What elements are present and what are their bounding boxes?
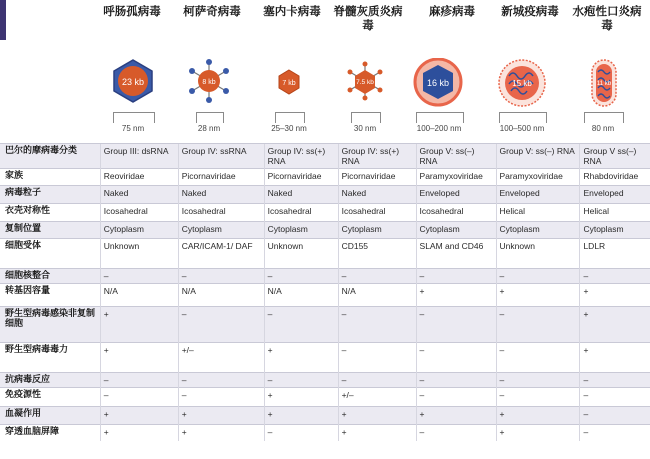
- table-cell: Reoviridae: [100, 169, 178, 186]
- measles-particle-image: [410, 58, 466, 108]
- table-cell: +: [264, 388, 338, 407]
- table-cell: Cytoplasm: [416, 222, 496, 239]
- row-label: 病毒粒子: [0, 186, 100, 204]
- row-label: 野生型病毒感染非复制细胞: [0, 307, 100, 343]
- table-cell: Picornaviridae: [338, 169, 416, 186]
- size-label-reovirus: 75 nm: [121, 124, 145, 133]
- table-cell: –: [178, 307, 264, 343]
- table-cell: Naked: [100, 186, 178, 204]
- table-cell: Naked: [178, 186, 264, 204]
- table-cell: –: [580, 373, 650, 388]
- virus-name-reovirus: 呼肠孤病毒: [103, 4, 161, 18]
- table-row-nuclear-integration: [0, 269, 650, 284]
- table-cell: –: [178, 269, 264, 284]
- table-cell: +: [496, 425, 580, 441]
- table-cell: –: [496, 343, 580, 373]
- scale-bar-senecavirus: [275, 112, 305, 123]
- table-cell: –: [178, 373, 264, 388]
- virus-name-poliovirus: 脊髓灰质炎病毒: [333, 4, 403, 32]
- virus-name-coxsackievirus: 柯萨奇病毒: [183, 4, 241, 18]
- table-cell: N/A: [100, 284, 178, 307]
- table-cell: –: [100, 269, 178, 284]
- row-label: 家族: [0, 169, 100, 186]
- row-label: 野生型病毒毒力: [0, 343, 100, 373]
- table-cell: +: [264, 343, 338, 373]
- table-cell: +/–: [338, 388, 416, 407]
- table-cell: –: [416, 425, 496, 441]
- table-cell: LDLR: [580, 239, 650, 269]
- table-cell: Group IV: ssRNA: [178, 144, 264, 169]
- table-cell: Group V ss(–) RNA: [580, 144, 650, 169]
- table-cell: Unknown: [496, 239, 580, 269]
- table-cell: Enveloped: [416, 186, 496, 204]
- table-row-cell-receptor: [0, 239, 650, 269]
- table-cell: Paramyxoviridae: [496, 169, 580, 186]
- table-cell: Icosahedral: [338, 204, 416, 222]
- scale-bar-measles: [416, 112, 464, 123]
- coxsackievirus-particle-image: [186, 58, 232, 104]
- table-cell: N/A: [264, 284, 338, 307]
- table-cell: Icosahedral: [416, 204, 496, 222]
- table-cell: –: [338, 269, 416, 284]
- row-label: 细胞受体: [0, 239, 100, 269]
- table-cell: +: [178, 425, 264, 441]
- table-cell: Cytoplasm: [580, 222, 650, 239]
- table-row-baltimore-class: [0, 144, 650, 169]
- row-label: 巴尔的摩病毒分类: [0, 144, 100, 169]
- table-cell: –: [496, 388, 580, 407]
- vsv-particle-image: [584, 58, 624, 110]
- table-cell: –: [416, 343, 496, 373]
- virus-name-vsv: 水疱性口炎病毒: [572, 4, 642, 32]
- table-cell: –: [338, 307, 416, 343]
- table-row-capsid-symmetry: [0, 204, 650, 222]
- table-cell: Group III: dsRNA: [100, 144, 178, 169]
- table-cell: –: [580, 407, 650, 425]
- scale-bar-ndv: [499, 112, 547, 123]
- size-label-poliovirus: 30 nm: [353, 124, 377, 133]
- coxsackievirus-genome-label: 8 kb: [202, 79, 216, 86]
- size-label-coxsackievirus: 28 nm: [197, 124, 221, 133]
- table-cell: Helical: [580, 204, 650, 222]
- table-cell: Unknown: [100, 239, 178, 269]
- table-cell: –: [416, 388, 496, 407]
- row-label: 穿透血脑屏障: [0, 425, 100, 441]
- measles-genome-label: 16 kb: [426, 78, 450, 88]
- table-cell: –: [264, 373, 338, 388]
- senecavirus-particle-image: [266, 58, 312, 104]
- table-cell: Cytoplasm: [264, 222, 338, 239]
- scale-bar-reovirus: [113, 112, 155, 123]
- table-cell: +: [100, 307, 178, 343]
- scale-bar-poliovirus: [351, 112, 381, 123]
- table-cell: +: [496, 407, 580, 425]
- table-cell: +: [338, 407, 416, 425]
- table-row-wild-type-infects-nonreplicating: [0, 307, 650, 343]
- row-label: 复制位置: [0, 222, 100, 239]
- table-cell: –: [100, 373, 178, 388]
- table-cell: Enveloped: [580, 186, 650, 204]
- table-cell: Icosahedral: [178, 204, 264, 222]
- row-label: 衣壳对称性: [0, 204, 100, 222]
- senecavirus-genome-label: 7 kb: [282, 80, 296, 87]
- corner-accent: [0, 0, 6, 40]
- table-cell: +: [580, 284, 650, 307]
- table-cell: +/–: [178, 343, 264, 373]
- row-label: 免疫源性: [0, 388, 100, 407]
- table-cell: CAR/ICAM-1/ DAF: [178, 239, 264, 269]
- table-row-virion: [0, 186, 650, 204]
- virus-property-table: [0, 143, 650, 441]
- reovirus-particle-image: [110, 58, 156, 104]
- table-cell: Cytoplasm: [338, 222, 416, 239]
- row-label: 血凝作用: [0, 407, 100, 425]
- table-cell: N/A: [178, 284, 264, 307]
- table-cell: Group IV: ss(+) RNA: [338, 144, 416, 169]
- virus-name-senecavirus: 塞内卡病毒: [263, 4, 321, 18]
- table-row-family: [0, 169, 650, 186]
- table-cell: –: [496, 307, 580, 343]
- table-cell: Naked: [338, 186, 416, 204]
- table-row-hemagglutination: [0, 407, 650, 425]
- table-cell: –: [416, 373, 496, 388]
- row-label: 转基因容量: [0, 284, 100, 307]
- table-cell: Icosahedral: [264, 204, 338, 222]
- table-cell: Helical: [496, 204, 580, 222]
- table-cell: –: [178, 388, 264, 407]
- table-cell: –: [264, 307, 338, 343]
- table-cell: –: [580, 388, 650, 407]
- poliovirus-genome-label: 7.5 kb: [356, 79, 374, 86]
- table-cell: +: [178, 407, 264, 425]
- table-cell: Group IV: ss(+) RNA: [264, 144, 338, 169]
- row-label: 细胞核整合: [0, 269, 100, 284]
- table-cell: –: [264, 425, 338, 441]
- table-cell: +: [496, 284, 580, 307]
- ndv-genome-label: 15 kb: [512, 79, 532, 88]
- table-cell: Icosahedral: [100, 204, 178, 222]
- virus-name-ndv: 新城疫病毒: [501, 4, 559, 18]
- table-row-wild-type-virulence: [0, 343, 650, 373]
- table-cell: –: [496, 373, 580, 388]
- reovirus-genome-label: 23 kb: [121, 77, 145, 87]
- scale-bar-coxsackievirus: [196, 112, 224, 123]
- table-cell: Naked: [264, 186, 338, 204]
- virus-name-measles: 麻疹病毒: [429, 4, 475, 18]
- table-row-antiviral-response: [0, 373, 650, 388]
- table-cell: +: [416, 407, 496, 425]
- table-cell: Cytoplasm: [100, 222, 178, 239]
- table-cell: Group V: ss(–) RNA: [496, 144, 580, 169]
- table-cell: Cytoplasm: [178, 222, 264, 239]
- table-cell: +: [580, 343, 650, 373]
- table-cell: N/A: [338, 284, 416, 307]
- table-cell: Cytoplasm: [496, 222, 580, 239]
- table-cell: +: [264, 407, 338, 425]
- table-cell: +: [100, 425, 178, 441]
- table-cell: +: [416, 284, 496, 307]
- scale-bar-vsv: [584, 112, 624, 123]
- table-row-crosses-bbb: [0, 425, 650, 441]
- size-label-ndv: 100–500 nm: [499, 124, 545, 133]
- table-cell: Group V: ss(–) RNA: [416, 144, 496, 169]
- table-cell: Picornaviridae: [264, 169, 338, 186]
- table-cell: –: [496, 269, 580, 284]
- table-cell: CD155: [338, 239, 416, 269]
- table-cell: –: [580, 269, 650, 284]
- table-cell: –: [338, 373, 416, 388]
- size-label-vsv: 80 nm: [591, 124, 615, 133]
- table-row-replication-site: [0, 222, 650, 239]
- size-label-senecavirus: 25–30 nm: [271, 124, 307, 133]
- table-cell: –: [416, 307, 496, 343]
- table-cell: Picornaviridae: [178, 169, 264, 186]
- size-label-measles: 100–200 nm: [416, 124, 462, 133]
- table-cell: +: [100, 407, 178, 425]
- table-cell: Rhabdoviridae: [580, 169, 650, 186]
- table-cell: Unknown: [264, 239, 338, 269]
- table-cell: +: [580, 307, 650, 343]
- table-row-transgene-capacity: [0, 284, 650, 307]
- table-cell: –: [416, 269, 496, 284]
- table-row-immunogenicity: [0, 388, 650, 407]
- table-cell: –: [580, 425, 650, 441]
- table-cell: –: [264, 269, 338, 284]
- table-cell: Enveloped: [496, 186, 580, 204]
- table-cell: SLAM and CD46: [416, 239, 496, 269]
- vsv-genome-label: 11 kb: [596, 81, 612, 87]
- table-cell: +: [338, 425, 416, 441]
- table-cell: Paramyxoviridae: [416, 169, 496, 186]
- row-label: 抗病毒反应: [0, 373, 100, 388]
- ndv-particle-image: [495, 58, 549, 110]
- table-cell: –: [338, 343, 416, 373]
- table-cell: +: [100, 343, 178, 373]
- poliovirus-particle-image: [342, 58, 388, 104]
- table-cell: –: [100, 388, 178, 407]
